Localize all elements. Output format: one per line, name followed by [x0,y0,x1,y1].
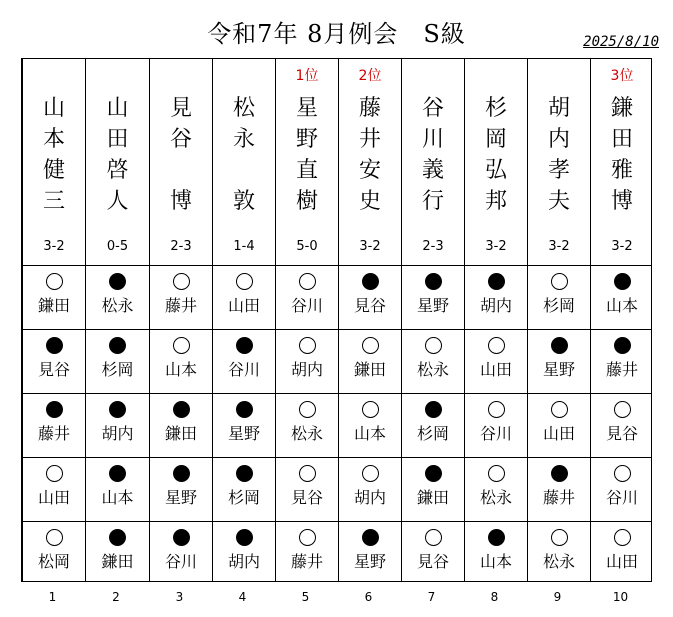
game-cell [213,393,275,457]
loss-circle-icon [425,273,442,290]
opponent-name: 藤井 [542,488,575,507]
player-name-char [150,155,212,186]
game-cell [591,265,653,329]
opponent-name: 胡内 [353,488,386,507]
player-column [149,59,212,581]
player-name [276,93,338,217]
column-number: 7 [427,590,436,604]
column-number: 8 [490,590,499,604]
win-loss-record: 3-2 [548,239,570,254]
game-cell [213,457,275,521]
player-name-char: 義 [421,158,444,183]
player-name-char: 史 [358,189,381,214]
win-circle-icon [362,337,379,354]
game-cell [23,521,85,585]
game-cell [23,457,85,521]
win-circle-icon [614,529,631,546]
opponent-name: 胡内 [290,360,323,379]
game-cell [276,329,338,393]
opponent-name: 山田 [605,552,638,571]
player-name [86,93,149,217]
opponent-name: 見谷 [353,296,386,315]
opponent-name: 藤井 [37,424,70,443]
player-column [527,59,590,581]
loss-circle-icon [109,401,126,418]
player-name [402,93,464,217]
game-cell [591,393,653,457]
opponent-name: 松永 [416,360,449,379]
win-loss-record: 0-5 [106,239,129,254]
player-name-char: 山 [42,96,65,121]
player-name-char [213,155,275,186]
win-circle-icon [46,529,63,546]
game-cell [213,521,275,585]
game-cell [339,457,401,521]
player-column [212,59,275,581]
loss-circle-icon [173,401,190,418]
win-circle-icon [551,401,568,418]
player-name-char: 田 [106,127,129,152]
opponent-name: 谷川 [605,488,638,507]
win-circle-icon [362,465,379,482]
win-circle-icon [46,465,63,482]
win-loss-record: 3-2 [485,239,507,254]
player-name-char: 見 [169,96,192,121]
player-name-char: 行 [421,189,444,214]
win-circle-icon [614,465,631,482]
opponent-name: 松岡 [37,552,70,571]
game-cell [23,393,85,457]
game-cell [402,329,464,393]
player-name-char: 山 [106,96,129,121]
game-cell [23,265,85,329]
player-name [213,93,275,217]
loss-circle-icon [488,273,505,290]
game-cell [591,457,653,521]
loss-circle-icon [425,465,442,482]
game-cell [465,329,527,393]
game-cell [86,393,149,457]
game-cell [465,457,527,521]
game-cell [150,521,212,585]
opponent-name: 杉岡 [542,296,575,315]
player-name-char: 内 [547,127,570,152]
game-cell [276,393,338,457]
loss-circle-icon [614,337,631,354]
loss-circle-icon [362,273,379,290]
player-name-char: 孝 [547,158,570,183]
win-circle-icon [488,337,505,354]
opponent-name: 山本 [605,296,638,315]
opponent-name: 星野 [416,296,449,315]
player-column [338,59,401,581]
loss-circle-icon [236,337,253,354]
win-circle-icon [425,337,442,354]
win-circle-icon [551,273,568,290]
player-name-char: 藤 [358,96,381,121]
rank-label: 1位 [295,68,319,84]
game-cell [339,393,401,457]
win-circle-icon [173,273,190,290]
opponent-name: 見谷 [416,552,449,571]
column-number: 10 [612,590,629,604]
win-circle-icon [236,273,253,290]
loss-circle-icon [109,337,126,354]
opponent-name: 藤井 [605,360,638,379]
game-cell [23,329,85,393]
opponent-name: 山本 [164,360,197,379]
player-name-char: 樹 [295,189,318,214]
opponent-name: 杉岡 [227,488,260,507]
opponent-name: 見谷 [290,488,323,507]
player-name [591,93,653,217]
column-number: 2 [112,590,120,604]
win-loss-record: 3-2 [359,239,381,254]
player-name-char: 永 [232,127,255,152]
win-circle-icon [299,273,316,290]
game-cell [591,329,653,393]
opponent-name: 山本 [353,424,386,443]
win-loss-record: 3-2 [43,239,65,254]
game-cell [528,457,590,521]
game-cell [402,393,464,457]
player-name-char: 安 [358,158,381,183]
game-cell [86,521,149,585]
opponent-name: 胡内 [101,424,134,443]
loss-circle-icon [551,337,568,354]
game-cell [402,521,464,585]
player-name [23,93,85,217]
rank-label: 2位 [358,68,382,84]
opponent-name: 杉岡 [101,360,134,379]
opponent-name: 谷川 [227,360,260,379]
player-name-char: 井 [358,127,381,152]
opponent-name: 松永 [479,488,512,507]
player-name-char: 直 [295,158,318,183]
game-cell [528,393,590,457]
opponent-name: 谷川 [290,296,323,315]
player-name-char: 健 [42,158,65,183]
win-circle-icon [299,337,316,354]
player-name-char: 星 [295,96,318,121]
game-cell [86,457,149,521]
loss-circle-icon [173,465,190,482]
opponent-name: 星野 [227,424,260,443]
column-number: 4 [238,590,247,604]
win-circle-icon [551,529,568,546]
player-name-char: 博 [610,189,633,214]
opponent-name: 藤井 [290,552,323,571]
opponent-name: 松永 [101,296,134,315]
win-circle-icon [299,465,316,482]
game-cell [276,521,338,585]
loss-circle-icon [109,529,126,546]
player-name-char: 雅 [610,158,633,183]
win-circle-icon [488,401,505,418]
win-loss-record: 2-3 [422,239,444,254]
player-column [464,59,527,581]
player-name-char: 胡 [547,96,570,121]
column-number: 1 [48,590,57,604]
loss-circle-icon [173,529,190,546]
loss-circle-icon [551,465,568,482]
game-cell [591,521,653,585]
opponent-name: 鎌田 [37,296,70,315]
loss-circle-icon [488,529,505,546]
opponent-name: 星野 [353,552,386,571]
opponent-name: 谷川 [164,552,197,571]
game-cell [528,265,590,329]
opponent-name: 胡内 [479,296,512,315]
player-name-char: 弘 [484,158,507,183]
win-circle-icon [173,337,190,354]
opponent-name: 杉岡 [416,424,449,443]
opponent-name: 鎌田 [353,360,386,379]
game-cell [402,265,464,329]
opponent-name: 星野 [164,488,197,507]
win-loss-record: 1-4 [233,239,255,254]
game-cell [465,521,527,585]
win-circle-icon [299,529,316,546]
player-name-char: 川 [421,127,444,152]
loss-circle-icon [109,273,126,290]
opponent-name: 胡内 [227,552,260,571]
opponent-name: 谷川 [479,424,512,443]
loss-circle-icon [109,465,126,482]
game-cell [528,521,590,585]
player-name-char: 谷 [169,127,192,152]
player-name-char: 邦 [484,189,507,214]
game-cell [86,265,149,329]
win-circle-icon [46,273,63,290]
loss-circle-icon [614,273,631,290]
win-circle-icon [362,401,379,418]
player-name [528,93,590,217]
player-name-char: 谷 [421,96,444,121]
opponent-name: 松永 [290,424,323,443]
event-date: 2025/8/10 [583,34,659,50]
opponent-name: 山田 [479,360,512,379]
opponent-name: 鎌田 [101,552,134,571]
win-loss-record: 5-0 [296,239,318,254]
player-name-char: 人 [106,189,129,214]
opponent-name: 見谷 [37,360,70,379]
win-circle-icon [299,401,316,418]
opponent-name: 鎌田 [416,488,449,507]
player-name-char: 本 [42,127,65,152]
rank-label: 3位 [610,68,634,84]
player-column [401,59,464,581]
player-column [85,59,149,581]
opponent-name: 鎌田 [164,424,197,443]
opponent-name: 山本 [479,552,512,571]
opponent-name: 山本 [101,488,134,507]
game-cell [276,265,338,329]
game-cell [86,329,149,393]
win-circle-icon [488,465,505,482]
loss-circle-icon [46,401,63,418]
player-name-char: 啓 [106,158,129,183]
loss-circle-icon [236,465,253,482]
column-number: 5 [301,590,310,604]
loss-circle-icon [236,401,253,418]
game-cell [528,329,590,393]
player-name-char: 夫 [547,189,570,214]
game-cell [150,329,212,393]
player-name-char: 敦 [232,189,255,214]
opponent-name: 見谷 [605,424,638,443]
loss-circle-icon [46,337,63,354]
player-name-char: 岡 [484,127,507,152]
game-cell [339,521,401,585]
opponent-name: 藤井 [164,296,197,315]
game-cell [465,393,527,457]
loss-circle-icon [236,529,253,546]
opponent-name: 星野 [542,360,575,379]
game-cell [150,265,212,329]
opponent-name: 山田 [37,488,70,507]
win-loss-record: 3-2 [611,239,633,254]
player-column [22,59,85,581]
player-name [465,93,527,217]
game-cell [402,457,464,521]
opponent-name: 山田 [227,296,260,315]
loss-circle-icon [425,401,442,418]
player-name-char: 松 [232,96,255,121]
page-title: 令和7年 8月例会 S級 [207,20,466,48]
player-column [590,59,653,581]
player-name-char: 田 [610,127,633,152]
player-name-char: 野 [295,127,318,152]
column-number: 3 [175,590,184,604]
game-cell [339,329,401,393]
win-loss-record: 2-3 [170,239,192,254]
player-name-char: 鎌 [610,96,633,121]
player-name-char: 博 [169,189,192,214]
loss-circle-icon [362,529,379,546]
player-name [339,93,401,217]
win-circle-icon [425,529,442,546]
game-cell [465,265,527,329]
player-name-char: 三 [42,189,65,214]
player-name-char: 杉 [484,96,507,121]
win-circle-icon [614,401,631,418]
player-name [150,93,212,217]
column-number: 9 [553,590,562,604]
game-cell [213,329,275,393]
column-number: 6 [364,590,373,604]
game-cell [150,393,212,457]
game-cell [339,265,401,329]
opponent-name: 松永 [542,552,575,571]
game-cell [213,265,275,329]
opponent-name: 山田 [542,424,575,443]
results-table [21,58,652,582]
player-column [275,59,338,581]
game-cell [276,457,338,521]
game-cell [150,457,212,521]
